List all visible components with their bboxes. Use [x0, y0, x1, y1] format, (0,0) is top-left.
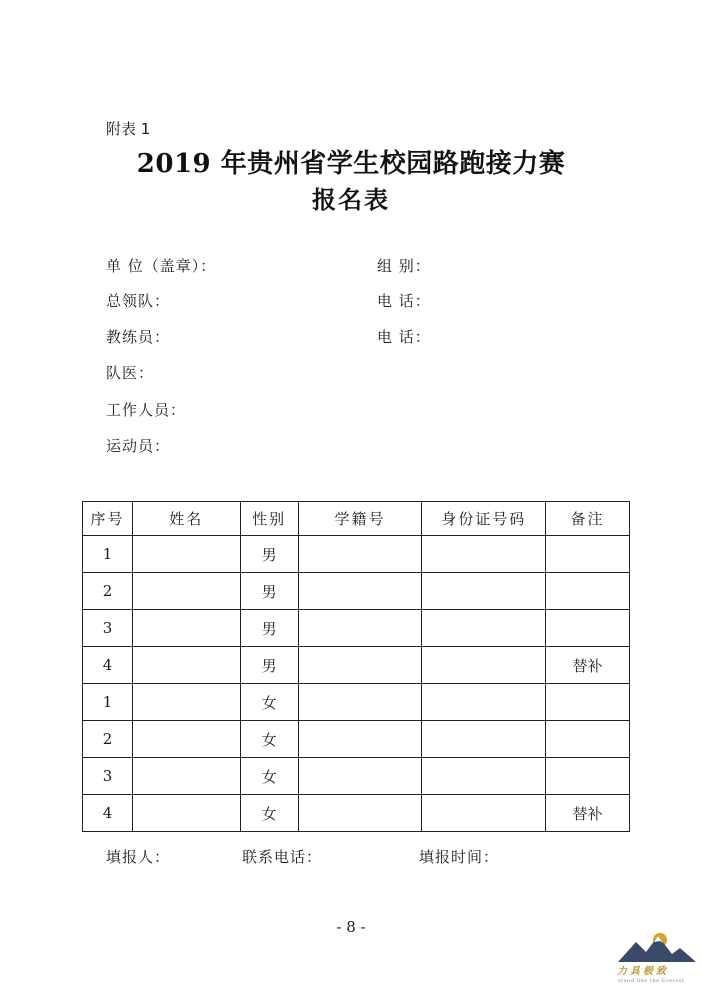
table-row [83, 721, 630, 758]
cell-note [546, 684, 630, 721]
cell-id-card[interactable] [422, 647, 546, 684]
cell-number: 1 [83, 684, 133, 721]
page-title: 2019 年贵州省学生校园路跑接力赛 [136, 149, 566, 179]
table-row [83, 758, 630, 795]
cell-note: 替补 [546, 647, 630, 684]
cell-number: 4 [83, 795, 133, 832]
col-header-number: 序号 [83, 502, 133, 536]
cell-student-id[interactable] [298, 573, 422, 610]
phone-field-label-2: 电 话： [377, 328, 431, 346]
filler-label: 填报人： [106, 848, 171, 866]
cell-id-card[interactable] [422, 758, 546, 795]
cell-id-card[interactable] [422, 795, 546, 832]
col-header-note: 备注 [546, 502, 630, 536]
table-row [83, 573, 630, 610]
registration-table [82, 501, 630, 832]
cell-note [546, 758, 630, 795]
group-field-label: 组 别： [377, 257, 431, 275]
cell-id-card[interactable] [422, 573, 546, 610]
watermark-text: 力具极致 [617, 966, 669, 977]
table-row [83, 610, 630, 647]
cell-name[interactable] [132, 758, 240, 795]
athletes-field-label: 运动员： [106, 437, 171, 455]
cell-name[interactable] [132, 573, 240, 610]
cell-gender: 女 [240, 721, 298, 758]
cell-student-id[interactable] [298, 758, 422, 795]
annex-label: 附表 1 [106, 120, 151, 138]
table-row [83, 684, 630, 721]
unit-field-label: 单 位（盖章）： [106, 257, 217, 275]
cell-student-id[interactable] [298, 684, 422, 721]
cell-note [546, 610, 630, 647]
cell-gender: 男 [240, 610, 298, 647]
cell-student-id[interactable] [298, 721, 422, 758]
cell-number: 3 [83, 610, 133, 647]
cell-gender: 女 [240, 684, 298, 721]
cell-name[interactable] [132, 684, 240, 721]
cell-name[interactable] [132, 647, 240, 684]
cell-student-id[interactable] [298, 647, 422, 684]
cell-note [546, 536, 630, 573]
cell-gender: 男 [240, 573, 298, 610]
col-header-id-card: 身份证号码 [422, 502, 546, 536]
cell-note [546, 573, 630, 610]
table-header-row [83, 502, 630, 536]
cell-student-id[interactable] [298, 610, 422, 647]
phone-field-label-1: 电 话： [377, 292, 431, 310]
cell-id-card[interactable] [422, 684, 546, 721]
cell-name[interactable] [132, 795, 240, 832]
cell-number: 2 [83, 573, 133, 610]
cell-name[interactable] [132, 721, 240, 758]
cell-number: 1 [83, 536, 133, 573]
cell-name[interactable] [132, 610, 240, 647]
cell-id-card[interactable] [422, 536, 546, 573]
cell-gender: 女 [240, 758, 298, 795]
coach-field-label: 教练员： [106, 328, 171, 346]
cell-number: 4 [83, 647, 133, 684]
page-number: - 8 - [336, 918, 366, 936]
cell-id-card[interactable] [422, 721, 546, 758]
cell-note: 替补 [546, 795, 630, 832]
table-row [83, 795, 630, 832]
col-header-name: 姓名 [132, 502, 240, 536]
fill-time-label: 填报时间： [419, 848, 500, 866]
cell-name[interactable] [132, 536, 240, 573]
contact-phone-label: 联系电话： [242, 848, 323, 866]
watermark-subtext: stand like the Everest [618, 978, 685, 984]
col-header-student-id: 学籍号 [298, 502, 422, 536]
cell-number: 3 [83, 758, 133, 795]
cell-id-card[interactable] [422, 610, 546, 647]
table-row [83, 536, 630, 573]
cell-gender: 男 [240, 536, 298, 573]
table-row [83, 647, 630, 684]
cell-gender: 女 [240, 795, 298, 832]
cell-number: 2 [83, 721, 133, 758]
staff-field-label: 工作人员： [106, 401, 187, 419]
cell-note [546, 721, 630, 758]
page-subtitle: 报名表 [312, 185, 390, 214]
col-header-gender: 性别 [240, 502, 298, 536]
leader-field-label: 总领队： [106, 292, 171, 310]
doctor-field-label: 队医： [106, 364, 155, 382]
cell-student-id[interactable] [298, 536, 422, 573]
cell-student-id[interactable] [298, 795, 422, 832]
cell-gender: 男 [240, 647, 298, 684]
